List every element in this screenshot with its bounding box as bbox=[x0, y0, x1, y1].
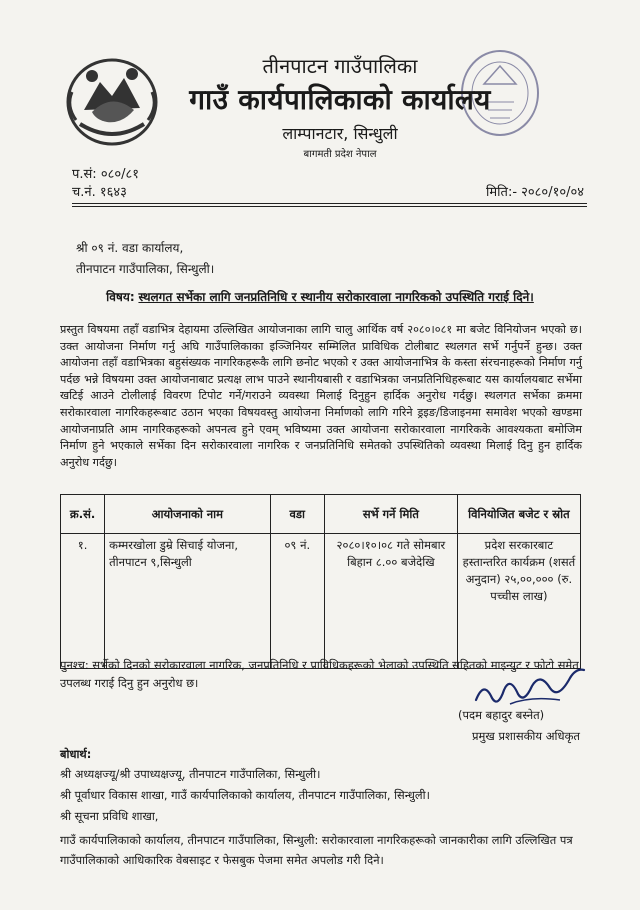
office-name: गाउँ कार्यपालिकाको कार्यालय bbox=[189, 83, 491, 116]
subject-line bbox=[60, 288, 580, 305]
column-header: विनियोजित बजेट र स्रोत bbox=[457, 495, 580, 534]
postscript-note: पुनश्च: सर्भेको दिनको सरोकारवाला नागरिक, जनप्रतिनिधि र प्राविधिकहरूको भेलाको उपस्थिति सहितको माइन्युट र फोटो समेत उपलब्ध गराई दिनु हुन अनुरोध छ। bbox=[60, 658, 579, 690]
letter-date: मिति:- २०८०/१०/०४ bbox=[486, 185, 584, 200]
cc-item: गाउँ कार्यपालिकाको कार्यालय, तीनपाटन गाउँपालिका, सिन्धुली: सरोकारवाला नागरिकहरूको जानकारीका लागि उल्लिखित पत्र गाउँपालिकाको आधिकारिक वेबसाइट र फेसबुक पेजमा समेत अपलोड गरी दिने। bbox=[60, 833, 573, 867]
column-header: क्र.सं. bbox=[61, 495, 105, 534]
dispatch-number: च.नं. १६४३ bbox=[72, 185, 127, 200]
office-location: लाम्पानटार, सिन्धुली bbox=[282, 124, 398, 143]
header-divider-secondary bbox=[72, 206, 587, 207]
table-cell-budget-source: प्रदेश सरकारबाट हस्तान्तरित कार्यक्रम (शसर्त अनुदान) २५,००,००० (रु. पच्चीस लाख) bbox=[457, 534, 580, 669]
column-header: सर्भे गर्ने मिति bbox=[324, 495, 457, 534]
cc-item: श्री सूचना प्रविधि शाखा, bbox=[60, 809, 159, 823]
subject-label: विषय: bbox=[106, 290, 135, 304]
table-row bbox=[61, 534, 581, 669]
cc-item: श्री अध्यक्षज्यू/श्री उपाध्यक्षज्यू, तीनपाटन गाउँपालिका, सिन्धुली। bbox=[60, 767, 321, 781]
letter-reference-number: प.सं: ०८०/८१ bbox=[72, 167, 139, 182]
table-cell-survey-date: २०८०।१०।०८ गते सोमबार बिहान ८.०० बजेदेखि bbox=[324, 534, 457, 669]
subject-text: स्थलगत सर्भेका लागि जनप्रतिनिधि र स्थानीय सरोकारवाला नागरिकको उपस्थिति गराई दिने। bbox=[138, 290, 534, 304]
province-name: बागमती प्रदेश नेपाल bbox=[303, 149, 377, 160]
signatory-name: (पदम बहादुर बस्नेत) bbox=[458, 708, 545, 722]
table-cell-project-name: कम्मरखोला डुम्रे सिचाई योजना, तीनपाटन ९,सिन्धुली bbox=[105, 534, 271, 669]
cc-item: श्री पूर्वाधार विकास शाखा, गाउँ कार्यपालिकाको कार्यालय, तीनपाटन गाउँपालिका, सिन्धुली। bbox=[60, 788, 430, 802]
addressee-line-1: श्री ०९ नं. वडा कार्यालय, bbox=[76, 241, 184, 255]
table-cell-serial: १. bbox=[61, 534, 105, 669]
header-divider bbox=[72, 203, 587, 204]
cc-label: बोधार्थ: bbox=[60, 747, 92, 761]
column-header: वडा bbox=[270, 495, 324, 534]
table-cell-ward: ०९ नं. bbox=[270, 534, 324, 669]
letter-body: प्रस्तुत विषयमा तहाँ वडाभित्र देहायमा उल्लिखित आयोजनाका लागि चालु आर्थिक वर्ष २०८०।०८१ मा बजेट विनियोजन भएको छ। उक्त आयोजना निर्माण गर्नु अघि गाउँपालिकाका इञ्जिनियर सम्मिलित प्राविधिक टोलीबाट स्थलगत सर्भे गर्नुपर्ने हुन्छ। उक्त आयोजना तहाँ वडाभित्रका बहुसंख्यक नागरिकहरूकै लागि छनोट भएको र उक्त आयोजनाभित्र के कस्ता संरचनाहरूको निर्माण गर्नु पर्दछ भन्ने विषयमा उक्त आयोजनाबाट प्रत्यक्ष लाभ पाउने स्थानीयबासी र वडाभित्रका जनप्रतिनिधिहरूबाट यस कार्यालयबाट सर्भेमा खटिई आउने टोलीलाई विवरण टिपोट गर्ने/गराउने व्यवस्था मिलाई दिनुहुन हार्दिक अनुरोध गर्दछु। स्थलगत सर्भेका क्रममा सरोकारवाला नागरिकहरूबाट उठान भएका विषयवस्तु आयोजना निर्माणको लागि गरिने ड्रइङ/डिजाइनमा समावेश भएको खण्डमा आयोजनाप्रति आम नागरिकहरूको अपनत्व हुने एवम् भविष्यमा उक्त आयोजना सरोकारवाला नागरिकके आवश्यकता बमोजिम निर्माण हुने भएकाले सर्भेका दिन सरोकारवाला नागरिक र जनप्रतिनिधि समेतको उपस्थितिको व्यवस्था मिलाई दिनु हुन हार्दिक अनुरोध गर्दछु। bbox=[60, 323, 582, 469]
municipality-name: तीनपाटन गाउँपालिका bbox=[262, 54, 418, 78]
handwritten-signature bbox=[470, 660, 590, 712]
addressee-line-2: तीनपाटन गाउँपालिका, सिन्धुली। bbox=[76, 262, 215, 276]
signatory-title: प्रमुख प्रशासकीय अधिकृत bbox=[472, 729, 580, 743]
column-header: आयोजनाको नाम bbox=[105, 495, 271, 534]
project-table bbox=[60, 494, 581, 669]
nepal-emblem-logo bbox=[62, 52, 162, 148]
table-header-row bbox=[61, 495, 581, 534]
